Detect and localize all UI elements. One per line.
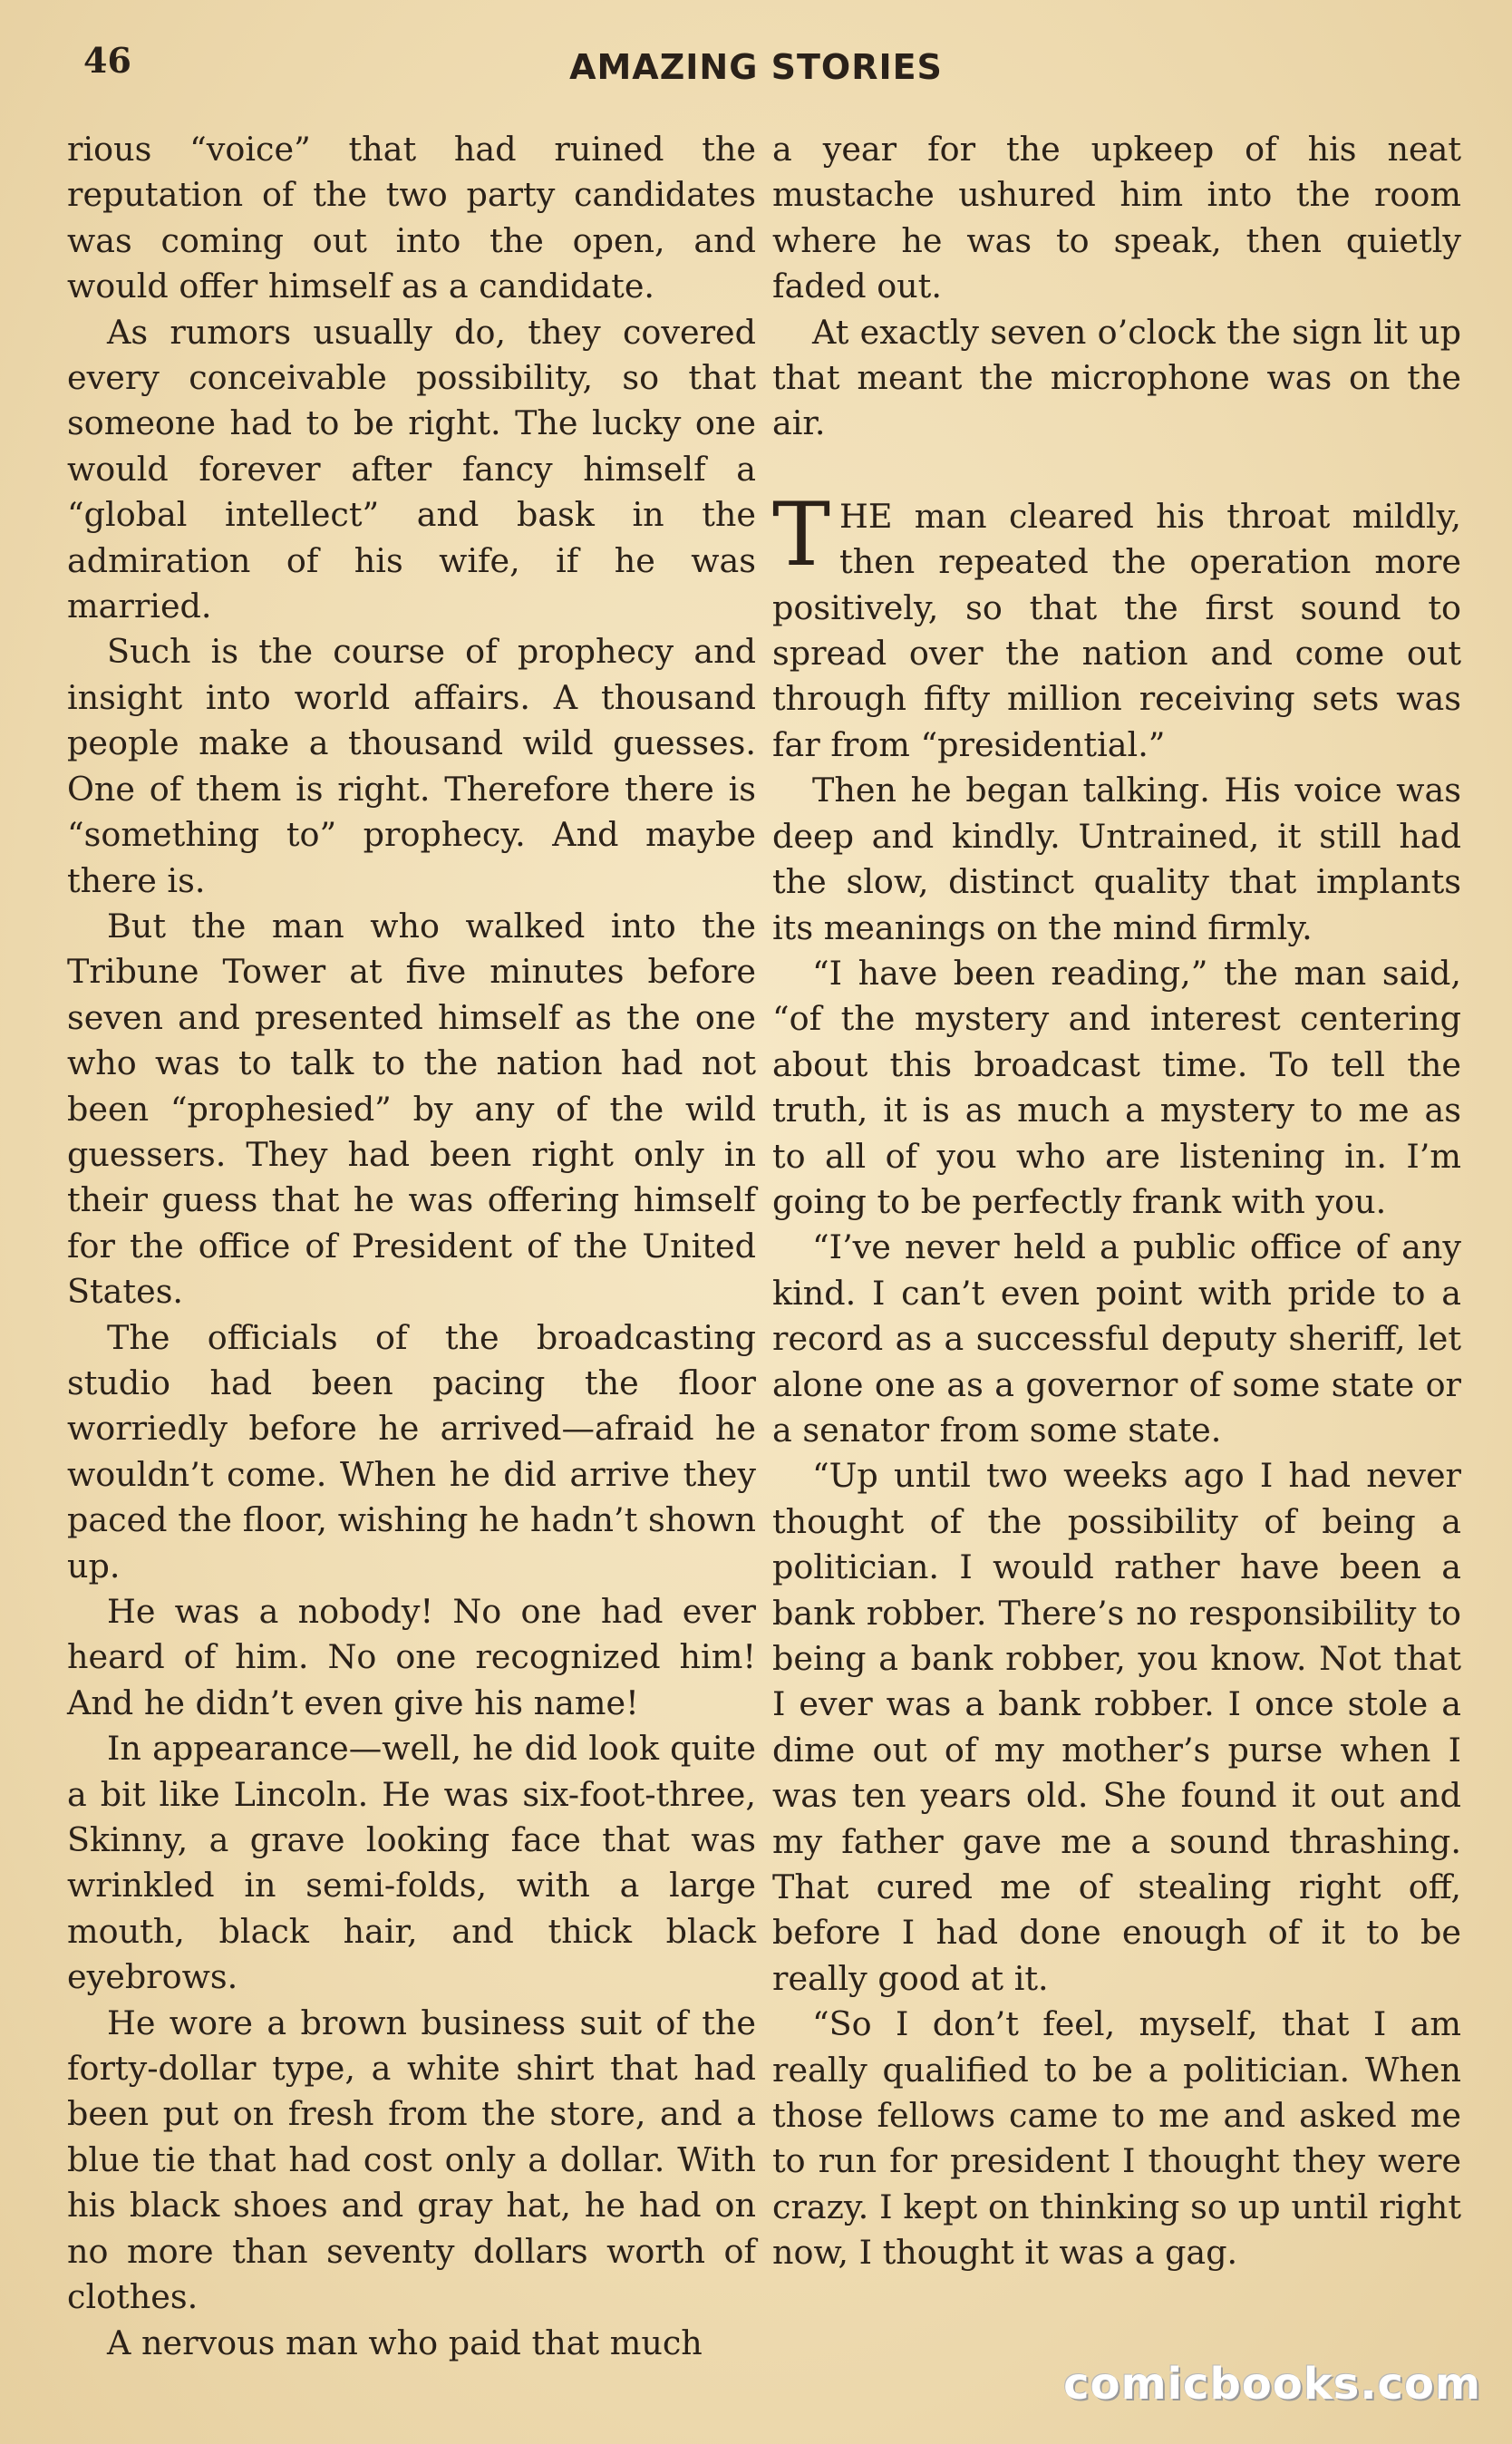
watermark: comicbooks.com xyxy=(1063,2359,1481,2410)
right-column xyxy=(772,127,1461,2339)
paragraph: He wore a brown business suit of the forty-dollar type, a white shirt that had been put on fresh from the store, and a blue tie that had cost only a dollar. With his black shoes and gray hat, he had on no more than seventy dollars worth of clothes. xyxy=(67,2003,756,2317)
page-number: 46 xyxy=(83,40,131,81)
drop-cap: T xyxy=(772,483,831,586)
section-break xyxy=(772,447,1461,494)
paragraph: “Up until two weeks ago I had never thought of the possibility of being a politician. I would rather have been a bank robber. There’s no responsibility to being a bank robber, you know. Not that I ever was a bank robber. I once stole a dime out of my mother’s purse when I was ten years old. She found it out and my father gave me a sound thrashing. That cured me of stealing right off, before I had done enough of it to be really good at it. xyxy=(772,1456,1461,1998)
paragraph: As rumors usually do, they covered every conceivable possibility, so that someone had to be right. The lucky one would forever after fancy himself a “global intellect” and bask in the admiration of his wife, if he was married. xyxy=(67,312,756,626)
paragraph: Such is the course of prophecy and insight into world affairs. A thousand people make a thousand wild guesses. One of them is right. Therefore there is “something to” prophecy. And maybe there is. xyxy=(67,632,756,900)
paragraph: a year for the upkeep of his neat mustache ushured him into the room where he was to speak, then quietly faded out. xyxy=(772,130,1461,306)
paragraph: Then he began talking. His voice was deep and kindly. Untrained, it still had the slow, distinct quality that implants its meanings on the mind firmly. xyxy=(772,771,1461,947)
paragraph: “I’ve never held a public office of any kind. I can’t even point with pride to a record as a successful deputy sheriff, let alone one as a governor of some state or a senator from some state. xyxy=(772,1227,1461,1450)
magazine-title: AMAZING STORIES xyxy=(569,47,943,87)
paragraph: “I have been reading,” the man said, “of the mystery and interest centering about this broadcast time. To tell the truth, it is as much a mystery to me as to all of you who are listening in. I’m going to be perfectly frank with you. xyxy=(772,953,1461,1221)
paragraph: At exactly seven o’clock the sign lit up that meant the microphone was on the air. xyxy=(772,312,1461,443)
paragraph: He was a nobody! No one had ever heard of him. No one recognized him! And he didn’t even give his name! xyxy=(67,1592,756,1722)
paragraph: A nervous man who paid that much xyxy=(107,2323,703,2362)
paragraph: But the man who walked into the Tribune Tower at five minutes before seven and presented himself as the one who was to talk to the nation had not been “prophesied” by any of the wild guessers. They had been right only in their guess that he was offering himself for the office of President of the United States. xyxy=(67,906,756,1312)
paragraph: The officials of the broadcasting studio had been pacing the floor worriedly before he arrived—afraid he wouldn’t come. When he did arrive they paced the floor, wishing he hadn’t shown up. xyxy=(67,1317,756,1586)
paragraph: In appearance—well, he did look quite a bit like Lincoln. He was six-foot-three, Skinny, a grave looking face that was wrinkled in semi-folds, with a large mouth, black hair, and thick black eyebrows. xyxy=(67,1729,756,1997)
paragraph: rious “voice” that had ruined the reputation of the two party candidates was coming out into the open, and would offer himself as a candidate. xyxy=(67,130,756,306)
dropcap-paragraph-text: HE man cleared his throat mildly, then repeated the operation more positively, so that the first sound to spread over the nation and come out through fifty million receiving sets was far from “presidential.” xyxy=(772,496,1461,764)
paragraph: “So I don’t feel, myself, that I am really qualified to be a politician. When those fellows came to me and asked me to run for president I thought they were crazy. I kept on thinking so up until right now, I thought it was a gag. xyxy=(772,2004,1461,2273)
left-column xyxy=(67,127,756,2362)
dropcap-paragraph xyxy=(772,483,1461,768)
